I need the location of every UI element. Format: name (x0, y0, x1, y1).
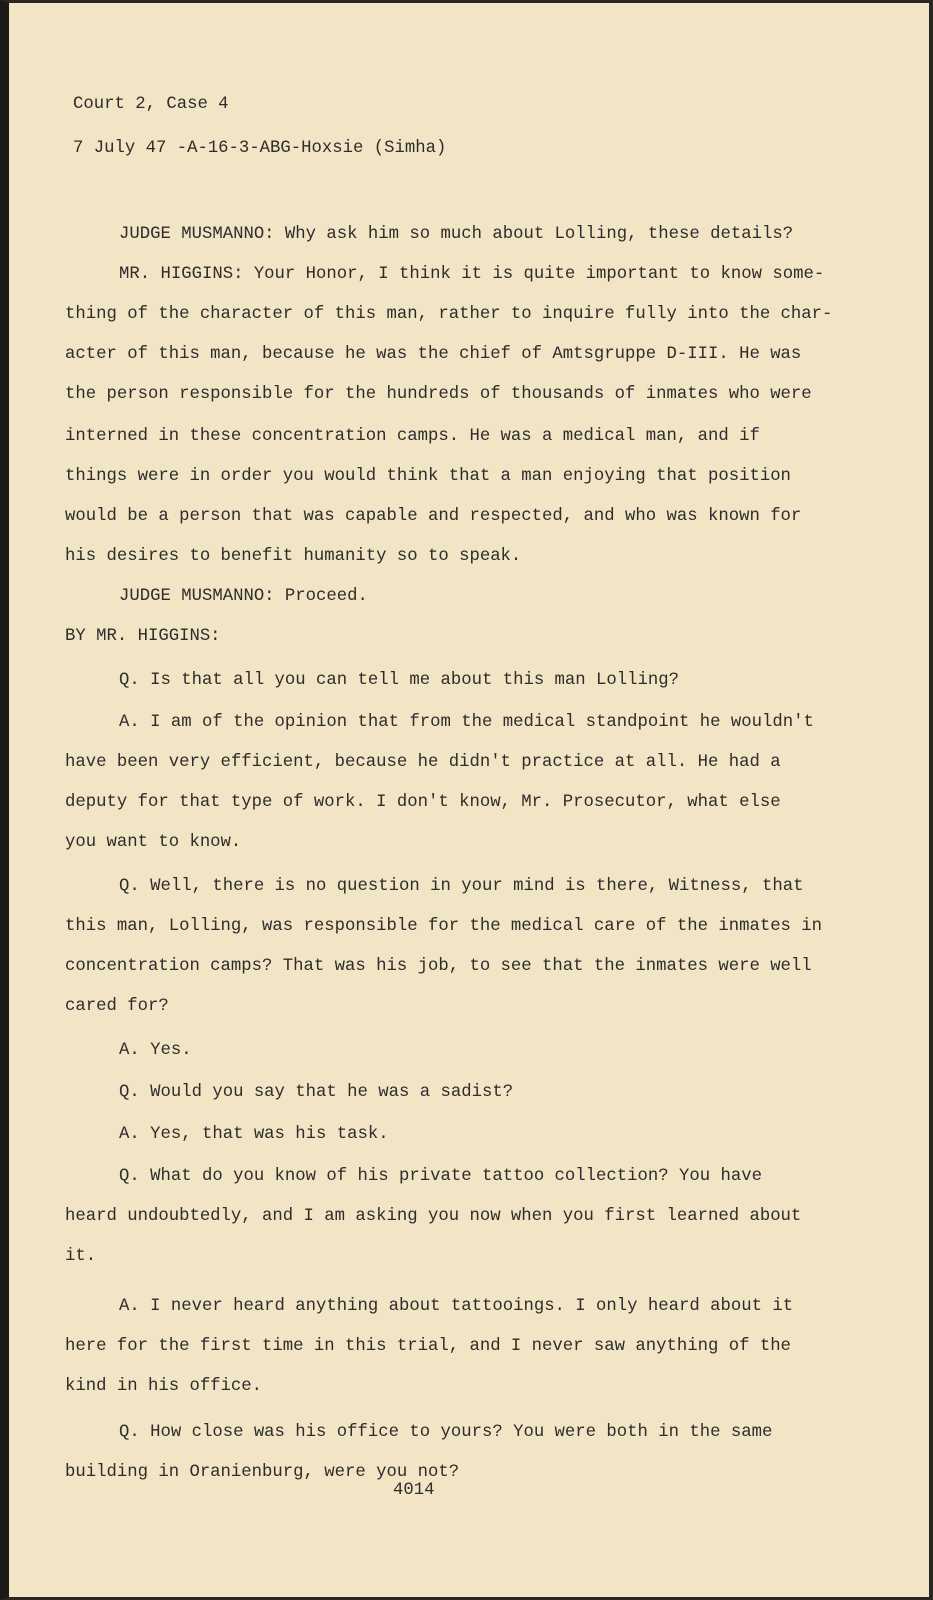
transcript-line: things were in order you would think that a man enjoying that position (65, 467, 791, 486)
transcript-line: kind in his office. (65, 1377, 263, 1396)
transcript-line: concentration camps? That was his job, to see that the inmates were well (65, 957, 812, 976)
transcript-line: JUDGE MUSMANNO: Proceed. (119, 587, 368, 606)
transcript-line: this man, Lolling, was responsible for the medical care of the inmates in (65, 917, 823, 936)
transcript-line: it. (65, 1247, 97, 1266)
transcript-line: would be a person that was capable and respected, and who was known for (65, 507, 802, 526)
transcript-line: Q. What do you know of his private tattoo collection? You have (119, 1167, 762, 1186)
transcript-line: JUDGE MUSMANNO: Why ask him so much about Lolling, these details? (119, 225, 794, 244)
transcript-line: his desires to benefit humanity so to speak. (65, 547, 522, 566)
transcript-line: A. I never heard anything about tattooings. I only heard about it (119, 1297, 794, 1316)
transcript-line: cared for? (65, 997, 169, 1016)
transcript-line: heard undoubtedly, and I am asking you now when you first learned about (65, 1207, 802, 1226)
transcript-line: you want to know. (65, 833, 242, 852)
transcript-line: the person responsible for the hundreds of thousands of inmates who were (65, 385, 812, 404)
transcript-line: thing of the character of this man, rather to inquire fully into the char- (65, 305, 833, 324)
transcript-line: Q. Well, there is no question in your mind is there, Witness, that (119, 877, 804, 896)
transcript-line: BY MR. HIGGINS: (65, 627, 221, 646)
transcript-line: interned in these concentration camps. He was a medical man, and if (65, 427, 760, 446)
transcript-line: Q. How close was his office to yours? You were both in the same (119, 1423, 773, 1442)
transcript-line: deputy for that type of work. I don't know, Mr. Prosecutor, what else (65, 793, 781, 812)
transcript-line: MR. HIGGINS: Your Honor, I think it is quite important to know some- (119, 265, 825, 284)
transcript-line: here for the first time in this trial, and I never saw anything of the (65, 1337, 791, 1356)
transcript-line: Q. Would you say that he was a sadist? (119, 1083, 514, 1102)
transcript-line: building in Oranienburg, were you not? (65, 1463, 460, 1482)
session-heading: 7 July 47 -A-16-3-ABG-Hoxsie (Simha) (73, 139, 447, 158)
transcript-line: acter of this man, because he was the chief of Amtsgruppe D-III. He was (65, 345, 802, 364)
transcript-line: A. Yes, that was his task. (119, 1125, 389, 1144)
transcript-line: A. Yes. (119, 1041, 192, 1060)
transcript-line: have been very efficient, because he didn't practice at all. He had a (65, 753, 781, 772)
case-heading: Court 2, Case 4 (73, 95, 229, 114)
page-number: 4014 (393, 1481, 435, 1500)
transcript-line: A. I am of the opinion that from the medical standpoint he wouldn't (119, 713, 814, 732)
transcript-line: Q. Is that all you can tell me about this man Lolling? (119, 671, 680, 690)
